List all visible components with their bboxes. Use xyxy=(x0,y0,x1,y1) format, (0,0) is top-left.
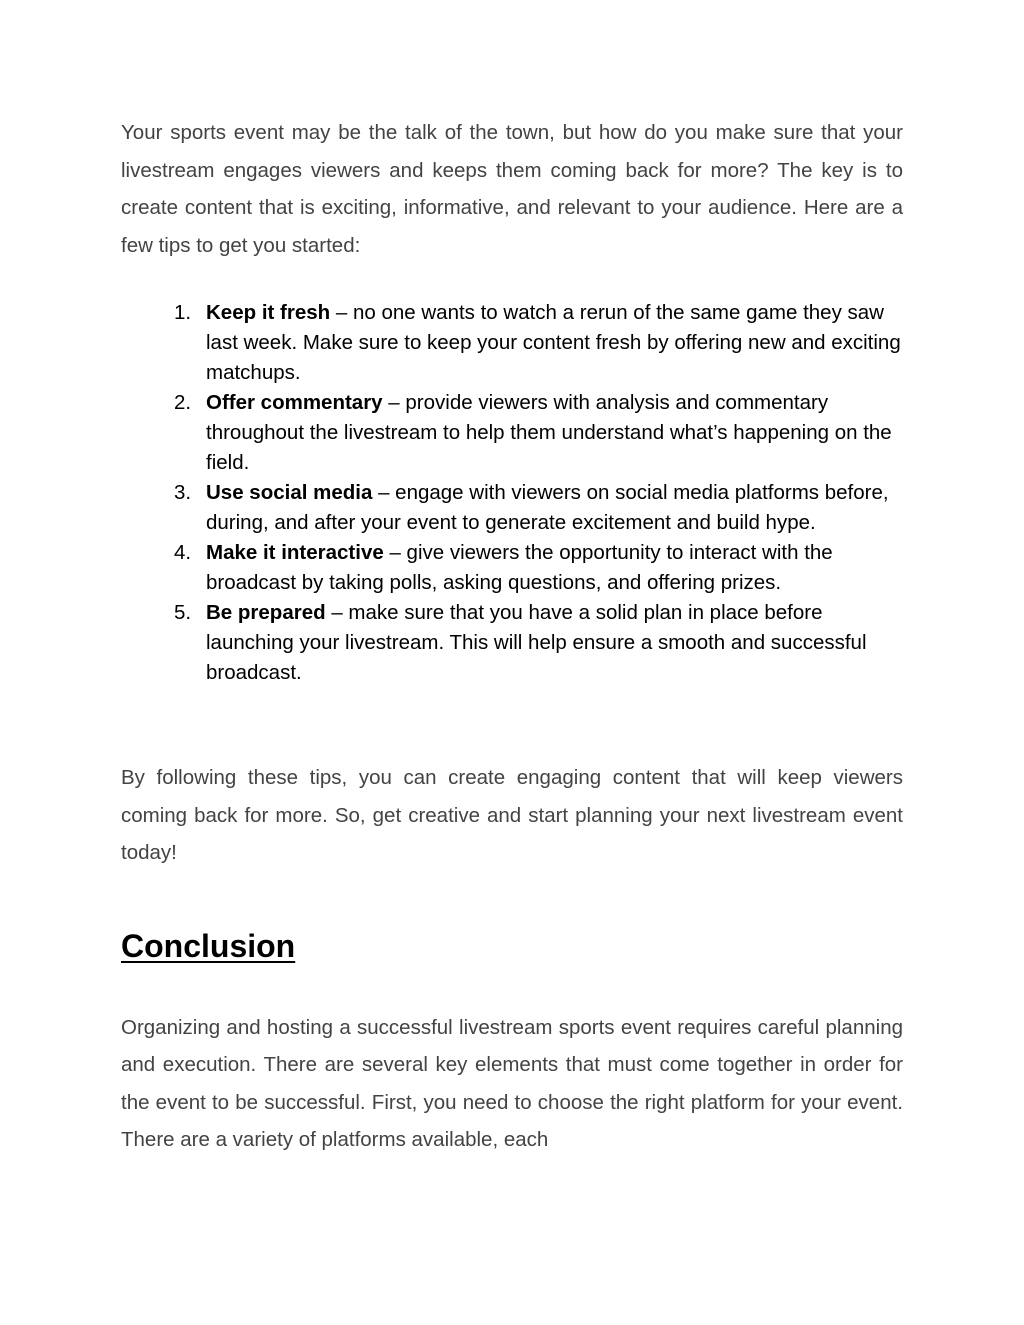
conclusion-paragraph: Organizing and hosting a successful livestream sports event requires careful planning and execution. There are several key elements that must come together in order for the event to be successful. First, you need to choose the right platform for your event. There are a variety of platforms available, each xyxy=(121,1015,903,1151)
list-item xyxy=(121,478,903,538)
document-page xyxy=(121,114,903,1159)
tip-text: – provide viewers with analysis and commentary throughout the livestream to help them understand what’s happening on the field. xyxy=(206,391,892,474)
conclusion-heading: Conclusion xyxy=(121,927,296,964)
tip-text: – give viewers the opportunity to interact with the broadcast by taking polls, asking questions, and offering prizes. xyxy=(206,541,833,594)
list-item xyxy=(121,598,903,688)
list-item xyxy=(121,538,903,598)
list-item xyxy=(121,388,903,478)
list-number: 4. xyxy=(174,541,192,564)
list-number: 2. xyxy=(174,391,192,414)
tip-term: Make it interactive xyxy=(206,541,384,564)
tip-text: – make sure that you have a solid plan in place before launching your livestream. This will help ensure a smooth and successful broadcast. xyxy=(206,601,867,684)
closing-paragraph: By following these tips, you can create engaging content that will keep viewers coming back for more. So, get creative and start planning your next livestream event today! xyxy=(121,766,903,864)
intro-paragraph: Your sports event may be the talk of the town, but how do you make sure that your livestream engages viewers and keeps them coming back for more? The key is to create content that is exciting, informative, and relevant to your audience. Here are a few tips to get you started: xyxy=(121,121,903,257)
list-item xyxy=(121,298,903,388)
tips-list xyxy=(121,298,903,688)
tip-term: Use social media xyxy=(206,481,373,504)
tip-term: Keep it fresh xyxy=(206,301,331,324)
tip-term: Be prepared xyxy=(206,601,326,624)
tip-text: – engage with viewers on social media platforms before, during, and after your event to generate excitement and build hype. xyxy=(206,481,889,534)
list-number: 5. xyxy=(174,601,192,624)
tip-text: – no one wants to watch a rerun of the same game they saw last week. Make sure to keep your content fresh by offering new and exciting matchups. xyxy=(206,301,901,384)
tip-term: Offer commentary xyxy=(206,391,383,414)
list-number: 1. xyxy=(174,301,192,324)
list-number: 3. xyxy=(174,481,192,504)
